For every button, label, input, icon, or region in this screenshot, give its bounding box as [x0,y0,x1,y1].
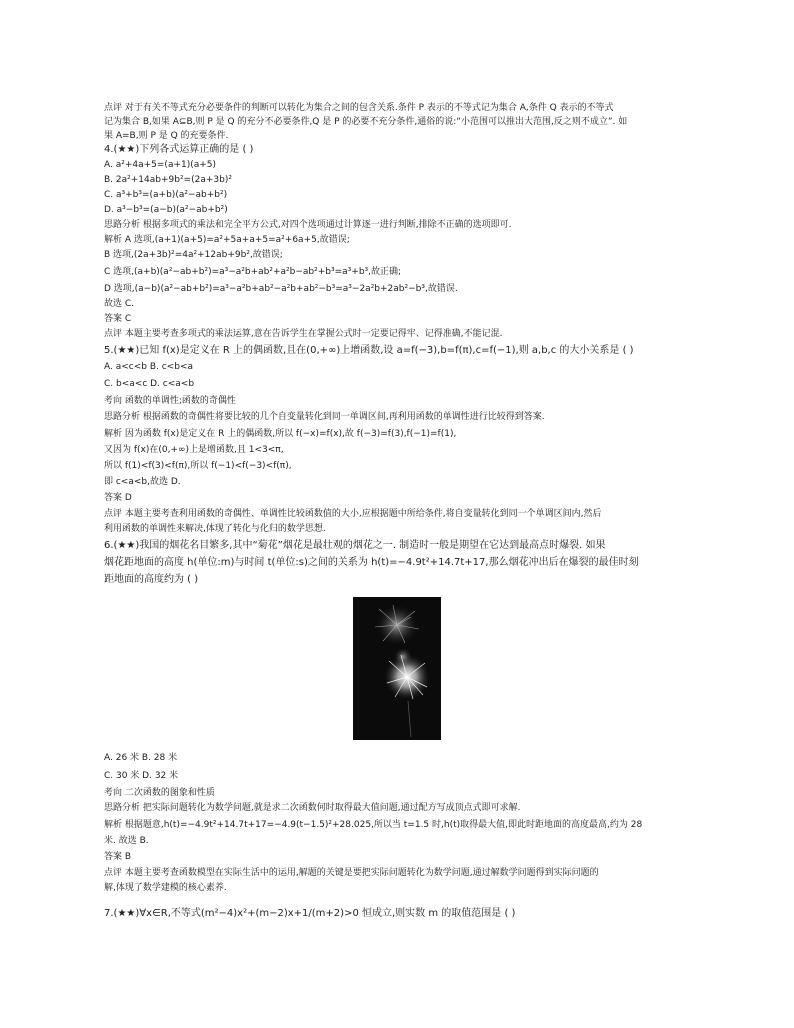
text-line: 故选 C. [104,299,135,309]
text-line: D 选项,(a−b)(a²−ab+b²)=a³−a²b+ab²−a²b+ab²−b³=a³−2a²b+2ab²−b³,故错误. [104,284,458,294]
text-line: 即 c<a<b,故选 D. [104,477,181,487]
text-line: 记为集合 B,如果 A⊆B,则 P 是 Q 的充分不必要条件,Q 是 P 的必要不充分条件,通俗的说:“小范围可以推出大范围,反之则不成立”. 如 [104,117,628,127]
text-line: 所以 f(1)<f(3)<f(π),所以 f(−1)<f(−3)<f(π), [104,461,292,471]
text-line: 点评 本题主要考查多项式的乘法运算,意在告诉学生在掌握公式时一定要记得牢、记得准确,不能记混. [104,329,503,339]
question-5-stem: 5.(★★)已知 f(x)是定义在 R 上的偶函数,且在(0,+∞)上增函数,设 a=f(−3),b=f(π),c=f(−1),则 a,b,c 的大小关系是 ( ) [104,345,634,356]
question-4-stem: 4.(★★)下列各式运算正确的是 ( ) [104,144,254,155]
text-line: 利用函数的单调性来解决,体现了转化与化归的数学思想. [104,524,326,534]
option-d: D. a³−b³=(a−b)(a²−ab+b²) [104,205,228,215]
text-line: 米. 故选 B. [104,836,149,846]
fireworks-photo [353,597,441,740]
text-line: 解析 根据题意,h(t)=−4.9t²+14.7t+17=−4.9(t−1.5)²+28.025,所以当 t=1.5 时,h(t)取得最大值,即此时距地面的高度最高,约为 28 [104,820,643,830]
option-b: B. 2a²+14ab+9b²=(2a+3b)² [104,175,232,185]
question-6-stem: 距地面的高度约为 ( ) [104,574,199,585]
text-line: 思路分析 根据函数的奇偶性将要比较的几个自变量转化到同一单调区间,再利用函数的单调性进行比较得到答案. [104,412,545,422]
answer-line: 答案 C [104,314,132,324]
option-line: C. b<a<c D. c<a<b [104,379,195,389]
text-line: 解析 因为函数 f(x)是定义在 R 上的偶函数,所以 f(−x)=f(x),故 f(−3)=f(3),f(−1)=f(1), [104,429,457,439]
fireworks-image [353,597,441,740]
question-6-stem: 6.(★★)我国的烟花名目繁多,其中“菊花”烟花是最壮观的烟花之一. 制造时一般是期望在它达到最高点时爆裂. 如果 [104,540,606,551]
text-line: 考向 二次函数的图象和性质 [104,788,215,798]
option-line: C. 30 米 D. 32 米 [104,771,179,781]
option-a: A. a²+4a+5=(a+1)(a+5) [104,160,217,170]
text-line: B 选项,(2a+3b)²=4a²+12ab+9b²,故错误; [104,250,283,260]
question-6-stem: 烟花距地面的高度 h(单位:m)与时间 t(单位:s)之间的关系为 h(t)=−4.9t²+14.7t+17,那么烟花冲出后在爆裂的最佳时刻 [104,557,639,568]
text-line: 又因为 f(x)在(0,+∞)上是增函数,且 1<3<π, [104,445,284,455]
question-7-stem: 7.(★★)∀x∈R,不等式(m²−4)x²+(m−2)x+1/(m+2)>0 恒成立,则实数 m 的取值范围是 ( ) [104,908,516,919]
text-line: 点评 本题主要考查利用函数的奇偶性、单调性比较函数值的大小,应根据题中所给条件,将自变量转化到同一个单调区间内,然后 [104,509,602,519]
answer-line: 答案 B [104,852,132,862]
text-line: 考向 函数的单调性;函数的奇偶性 [104,396,236,406]
text-line: C 选项,(a+b)(a²−ab+b²)=a³−a²b+ab²+a²b−ab²+b³=a³+b³,故正确; [104,267,402,277]
text-line: 解,体现了数学建模的核心素养. [104,883,227,893]
text-line: 点评 对于有关不等式充分必要条件的判断可以转化为集合之间的包含关系.条件 P 表示的不等式记为集合 A,条件 Q 表示的不等式 [104,103,614,113]
text-line: 思路分析 把实际问题转化为数学问题,就是求二次函数何时取得最大值问题,通过配方写成顶点式即可求解. [104,803,521,813]
text-line: 思路分析 根据多项式的乘法和完全平方公式,对四个选项通过计算逐一进行判断,排除不正确的选项即可. [104,220,512,230]
answer-line: 答案 D [104,493,132,503]
option-c: C. a³+b³=(a+b)(a²−ab+b²) [104,190,228,200]
option-line: A. a<c<b B. c<b<a [104,362,193,372]
text-line: 解析 A 选项,(a+1)(a+5)=a²+5a+a+5=a²+6a+5,故错误; [104,235,350,245]
option-line: A. 26 米 B. 28 米 [104,753,178,763]
text-line: 果 A=B,则 P 是 Q 的充要条件. [104,131,229,141]
text-line: 点评 本题主要考查函数模型在实际生活中的运用,解题的关键是要把实际问题转化为数学问题,通过解数学问题得到实际问题的 [104,868,599,878]
